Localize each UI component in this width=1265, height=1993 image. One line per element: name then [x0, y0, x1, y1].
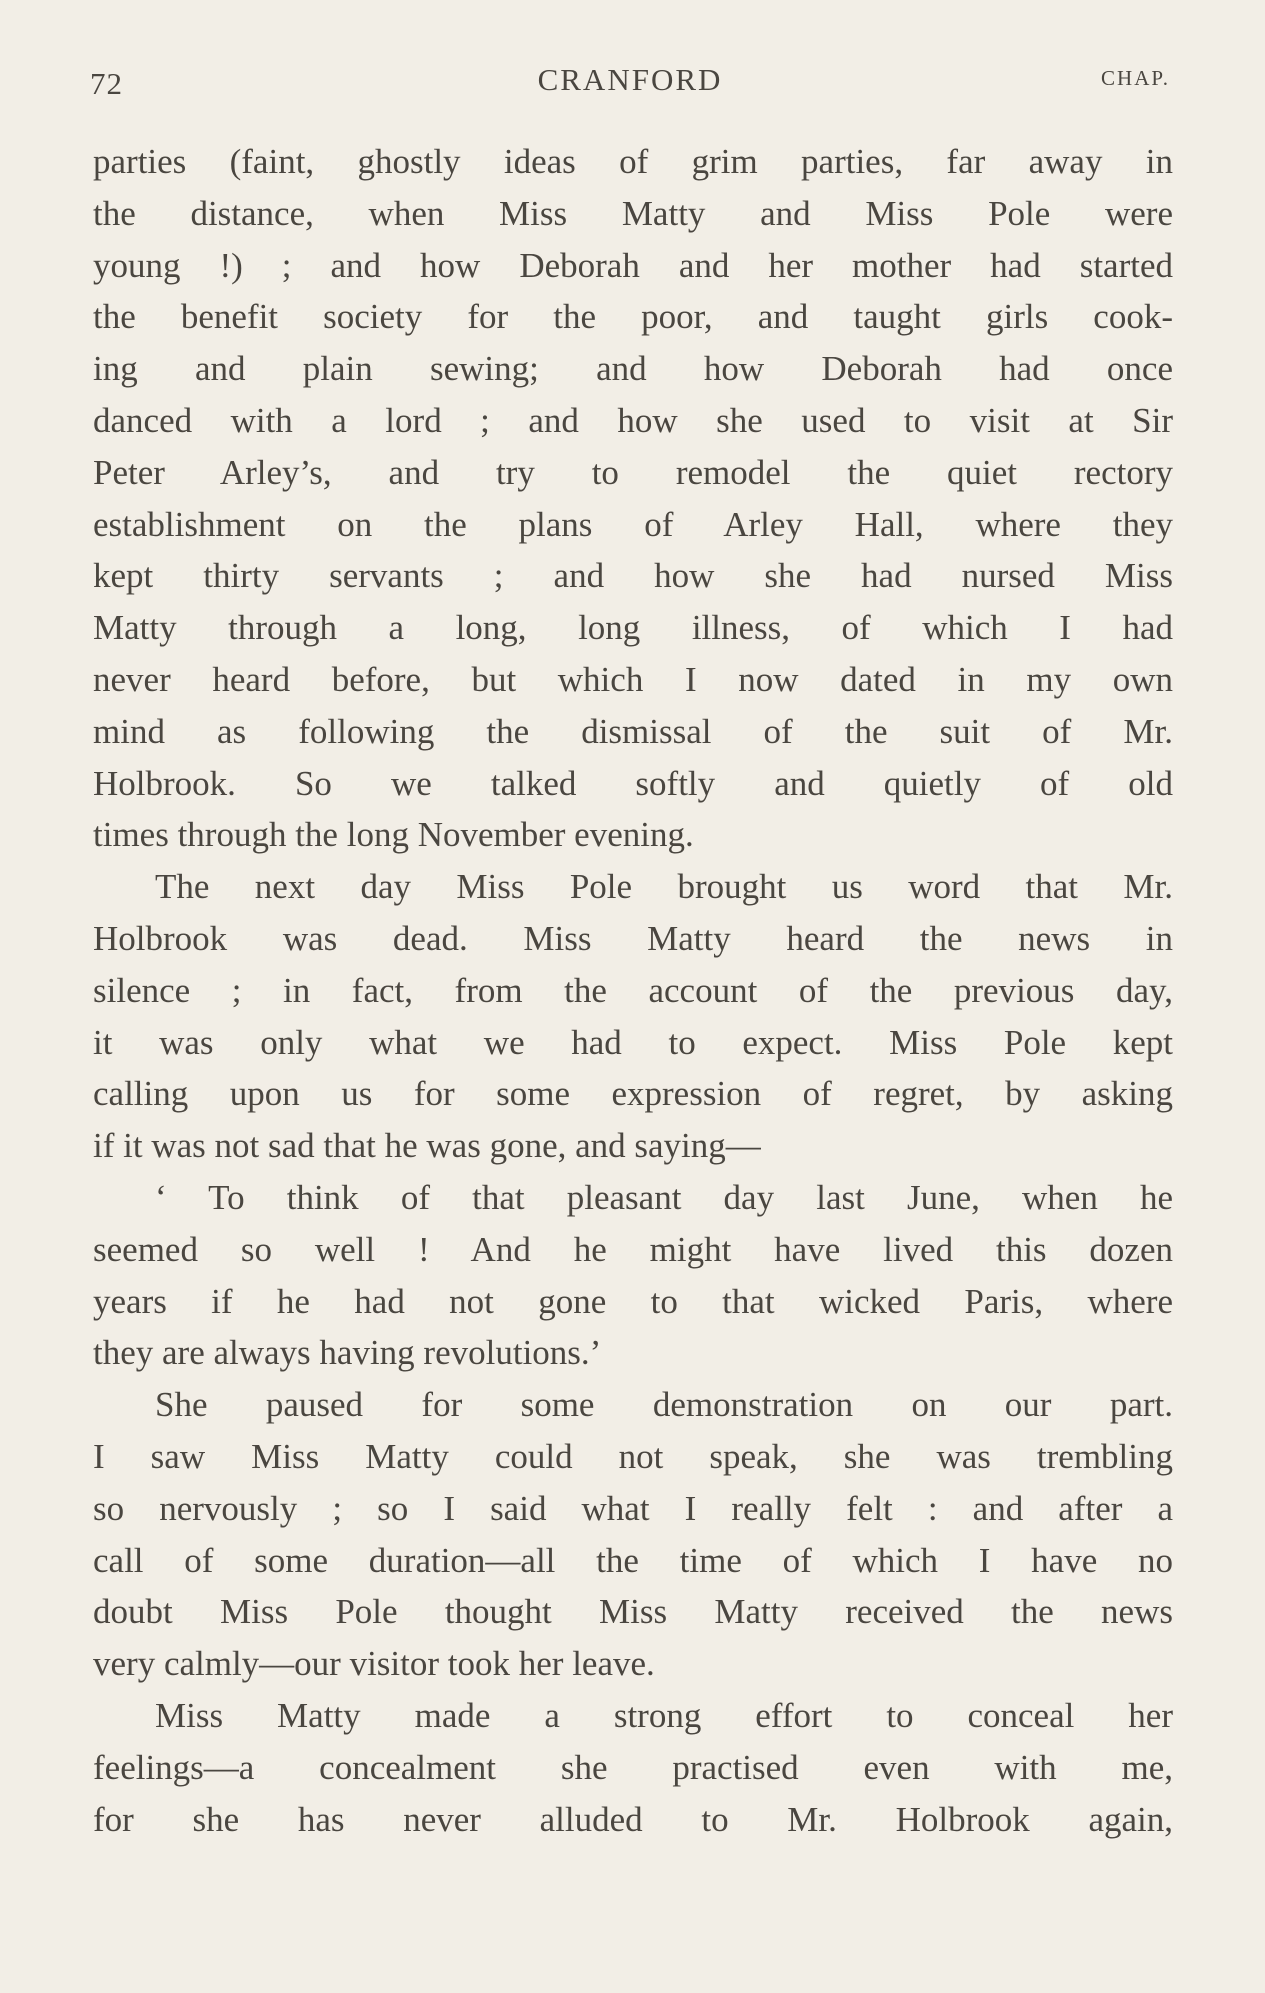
text-line: danced with a lord ; and how she used to visit at Sir — [93, 400, 1173, 440]
text-line: kept thirty servants ; and how she had nursed Miss — [93, 556, 1173, 596]
text-line: parties (faint, ghostly ideas of grim parties, far away in — [93, 142, 1173, 181]
text-line: very calmly—our visitor took her leave. — [93, 1644, 655, 1684]
text-line: calling upon us for some expression of regret, by asking — [93, 1074, 1173, 1114]
paragraph-start-line: She paused for some demonstration on our part. — [155, 1385, 1173, 1425]
text-line: the benefit society for the poor, and taught girls cook- — [93, 297, 1173, 337]
text-line: it was only what we had to expect. Miss Pole kept — [93, 1022, 1173, 1062]
paragraph-start-line: Miss Matty made a strong effort to conceal her — [155, 1695, 1173, 1735]
text-line: for she has never alluded to Mr. Holbrook again, — [93, 1799, 1173, 1839]
text-line: they are always having revolutions.’ — [93, 1333, 602, 1373]
text-line: ing and plain sewing; and how Deborah had once — [93, 349, 1173, 389]
text-line: young !) ; and how Deborah and her mother had started — [93, 245, 1173, 285]
text-line: seemed so well ! And he might have lived this dozen — [93, 1229, 1173, 1269]
text-line: years if he had not gone to that wicked Paris, where — [93, 1281, 1173, 1321]
text-line: call of some duration—all the time of which I have no — [93, 1540, 1173, 1580]
text-line: doubt Miss Pole thought Miss Matty received the news — [93, 1592, 1173, 1632]
running-title: CRANFORD — [537, 62, 723, 97]
paragraph-start-line: ‘ To think of that pleasant day last June, when he — [155, 1177, 1173, 1217]
text-line: if it was not sad that he was gone, and saying— — [93, 1126, 761, 1166]
chapter-label: CHAP. — [1101, 66, 1170, 90]
body-text — [93, 136, 1173, 1845]
page-number: 72 — [90, 66, 123, 101]
text-line: mind as following the dismissal of the suit of Mr. — [93, 711, 1173, 751]
text-line: Holbrook. So we talked softly and quietly of old — [93, 763, 1173, 803]
text-line: Holbrook was dead. Miss Matty heard the news in — [93, 918, 1173, 958]
text-line: establishment on the plans of Arley Hall, where they — [93, 504, 1173, 544]
text-line: feelings—a concealment she practised even with me, — [93, 1747, 1173, 1787]
running-head — [90, 62, 1170, 106]
text-line: the distance, when Miss Matty and Miss Pole were — [93, 193, 1173, 233]
text-line: times through the long November evening. — [93, 815, 694, 855]
text-line: I saw Miss Matty could not speak, she was trembling — [93, 1436, 1173, 1476]
text-line: silence ; in fact, from the account of the previous day, — [93, 970, 1173, 1010]
text-line: Peter Arley’s, and try to remodel the quiet rectory — [93, 452, 1173, 492]
text-line: so nervously ; so I said what I really felt : and after a — [93, 1488, 1173, 1528]
paragraph-start-line: The next day Miss Pole brought us word that Mr. — [155, 867, 1173, 907]
text-line: Matty through a long, long illness, of which I had — [93, 608, 1173, 648]
text-line: never heard before, but which I now dated in my own — [93, 659, 1173, 699]
